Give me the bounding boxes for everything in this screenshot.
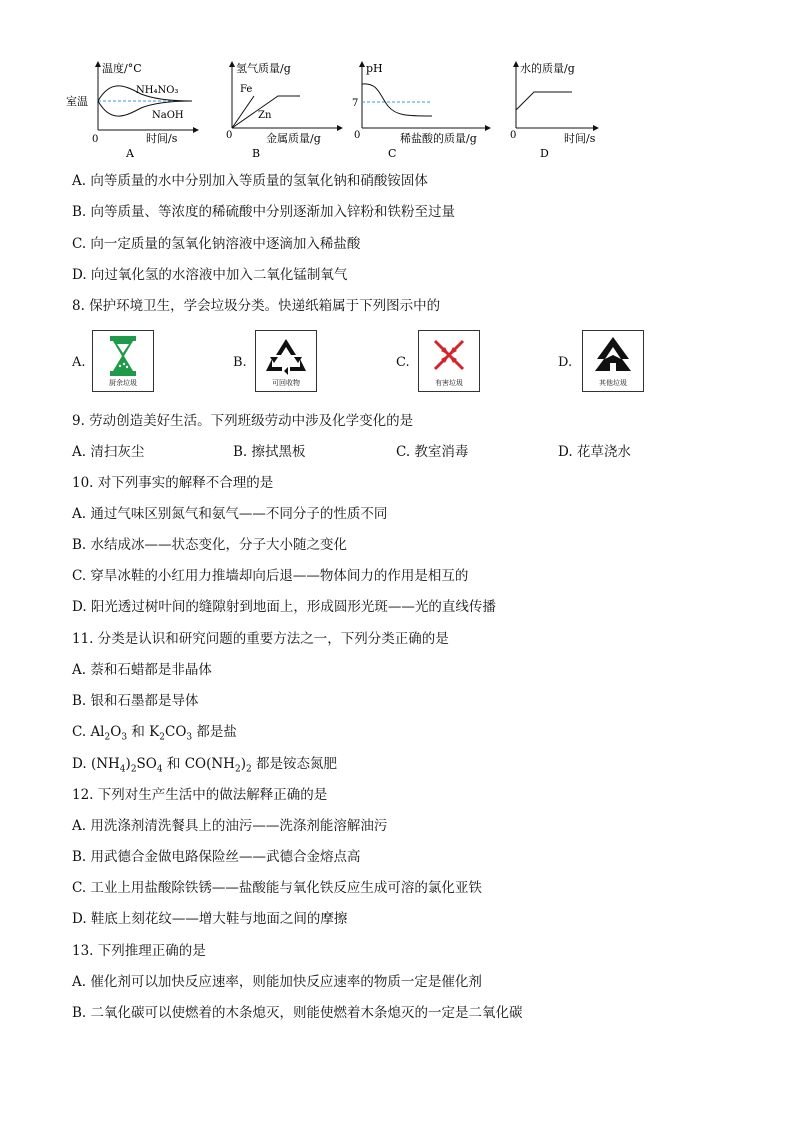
q8-option-c-letter: C. xyxy=(396,355,410,370)
q7-option-d: D. 向过氧化氢的水溶液中加入二氧化锰制氧气 xyxy=(72,267,348,283)
q8-option-d-sign xyxy=(582,330,644,392)
q8-option-a-letter: A. xyxy=(72,355,86,370)
graph-b-xlabel: 金属质量/g xyxy=(266,132,321,145)
q8-option-b-caption: 可回收物 xyxy=(272,379,300,387)
graph-d-letter: D xyxy=(540,147,549,158)
graph-a-origin: 0 xyxy=(92,134,99,145)
graph-c-origin: 0 xyxy=(354,130,361,141)
graph-c-ph-curve xyxy=(362,84,432,116)
graph-c-letter: C xyxy=(388,147,397,158)
graph-a-room-temp: 室温 xyxy=(66,95,88,108)
graph-c-ylabel: pH xyxy=(366,62,383,75)
q12-option-c: C. 工业上用盐酸除铁锈——盐酸能与氧化铁反应生成可溶的氯化亚铁 xyxy=(72,880,482,896)
graph-a-letter: A xyxy=(126,147,134,158)
q12-option-a: A. 用洗涤剂清洗餐具上的油污——洗涤剂能溶解油污 xyxy=(72,818,388,834)
graph-d-origin: 0 xyxy=(510,130,517,141)
q9-option-c: C. 教室消毒 xyxy=(396,444,469,460)
q11-stem: 11. 分类是认识和研究问题的重要方法之一，下列分类正确的是 xyxy=(72,631,449,647)
q9-stem: 9. 劳动创造美好生活。下列班级劳动中涉及化学变化的是 xyxy=(72,413,414,429)
q11-option-c: C. $Al_2O_3$ 和 $K_2CO_3$ 都是盐 xyxy=(72,724,237,743)
graph-d-xlabel: 时间/s xyxy=(564,132,596,145)
q8-option-a-caption: 厨余垃圾 xyxy=(109,379,137,387)
graph-d xyxy=(508,58,618,158)
graph-b-letter: B xyxy=(252,147,261,158)
q7-option-c: C. 向一定质量的氢氧化钠溶液中逐滴加入稀盐酸 xyxy=(72,236,361,252)
q9-option-d: D. 花草浇水 xyxy=(558,444,631,460)
q7-option-b: B. 向等质量、等浓度的稀硫酸中分别逐渐加入锌粉和铁粉至过量 xyxy=(72,204,456,220)
q8-option-d-letter: D. xyxy=(558,355,573,370)
graph-b-zn-line xyxy=(232,96,254,128)
hazard-arrows-icon xyxy=(419,333,479,379)
graph-b-origin: 0 xyxy=(226,130,233,141)
q10-option-c: C. 穿旱冰鞋的小红用力推墙却向后退——物体间力的作用是相互的 xyxy=(72,568,469,584)
q11-option-a: A. 萘和石蜡都是非晶体 xyxy=(72,662,212,678)
tree-icon xyxy=(583,333,643,379)
q8-option-b-letter: B. xyxy=(233,355,247,370)
q10-option-d: D. 阳光透过树叶间的缝隙射到地面上，形成圆形光斑——光的直线传播 xyxy=(72,599,496,615)
q12-option-d: D. 鞋底上刻花纹——增大鞋与地面之间的摩擦 xyxy=(72,911,348,927)
graph-a-ylabel: 温度/°C xyxy=(102,62,142,75)
q13-option-b: B. 二氧化碳可以使燃着的木条熄灭，则能使燃着木条熄灭的一定是二氧化碳 xyxy=(72,1005,523,1021)
graph-c-ph7: 7 xyxy=(352,98,359,109)
q8-option-b-sign xyxy=(255,330,317,392)
q10-option-b: B. 水结成冰——状态变化，分子大小随之变化 xyxy=(72,537,348,553)
q12-stem: 12. 下列对生产生活中的做法解释正确的是 xyxy=(72,787,328,803)
graph-c xyxy=(348,58,498,158)
q13-stem: 13. 下列推理正确的是 xyxy=(72,943,206,959)
q10-option-a: A. 通过气味区别氮气和氨气——不同分子的性质不同 xyxy=(72,506,388,522)
q10-stem: 10. 对下列事实的解释不合理的是 xyxy=(72,475,274,491)
q13-option-a: A. 催化剂可以加快反应速率，则能加快反应速率的物质一定是催化剂 xyxy=(72,974,482,990)
q8-option-c-caption: 有害垃圾 xyxy=(435,379,463,387)
graph-b-line-bottom: Zn xyxy=(258,110,272,121)
graph-b xyxy=(222,58,362,158)
q8-option-d-caption: 其他垃圾 xyxy=(599,379,627,387)
graph-b-line-top: Fe xyxy=(240,84,253,95)
q11-option-b: B. 银和石墨都是导体 xyxy=(72,693,199,709)
graph-b-ylabel: 氢气质量/g xyxy=(236,62,291,75)
q8-stem: 8. 保护环境卫生，学会垃圾分类。快递纸箱属于下列图示中的 xyxy=(72,298,441,314)
q9-option-b: B. 擦拭黑板 xyxy=(233,444,306,460)
q7-option-a: A. 向等质量的水中分别加入等质量的氢氧化钠和硝酸铵固体 xyxy=(72,173,428,189)
graph-d-water-line xyxy=(516,92,572,110)
graph-c-xlabel: 稀盐酸的质量/g xyxy=(400,132,477,145)
recycle-icon xyxy=(256,333,316,379)
q12-option-b: B. 用武德合金做电路保险丝——武德合金熔点高 xyxy=(72,849,361,865)
graph-a-xlabel: 时间/s xyxy=(146,132,178,145)
graph-a xyxy=(66,58,206,158)
q9-option-a: A. 清扫灰尘 xyxy=(72,444,145,460)
hourglass-icon xyxy=(93,333,153,379)
q8-option-c-sign xyxy=(418,330,480,392)
q11-option-d: D. $(NH_4)_2SO_4$ 和 $CO(NH_2)_2$ 都是铵态氮肥 xyxy=(72,756,337,775)
graph-d-ylabel: 水的质量/g xyxy=(520,62,575,75)
graph-a-line-bottom: NaOH xyxy=(152,110,184,121)
graph-a-line-top: NH₄NO₃ xyxy=(136,85,179,96)
q8-option-a-sign xyxy=(92,330,154,392)
